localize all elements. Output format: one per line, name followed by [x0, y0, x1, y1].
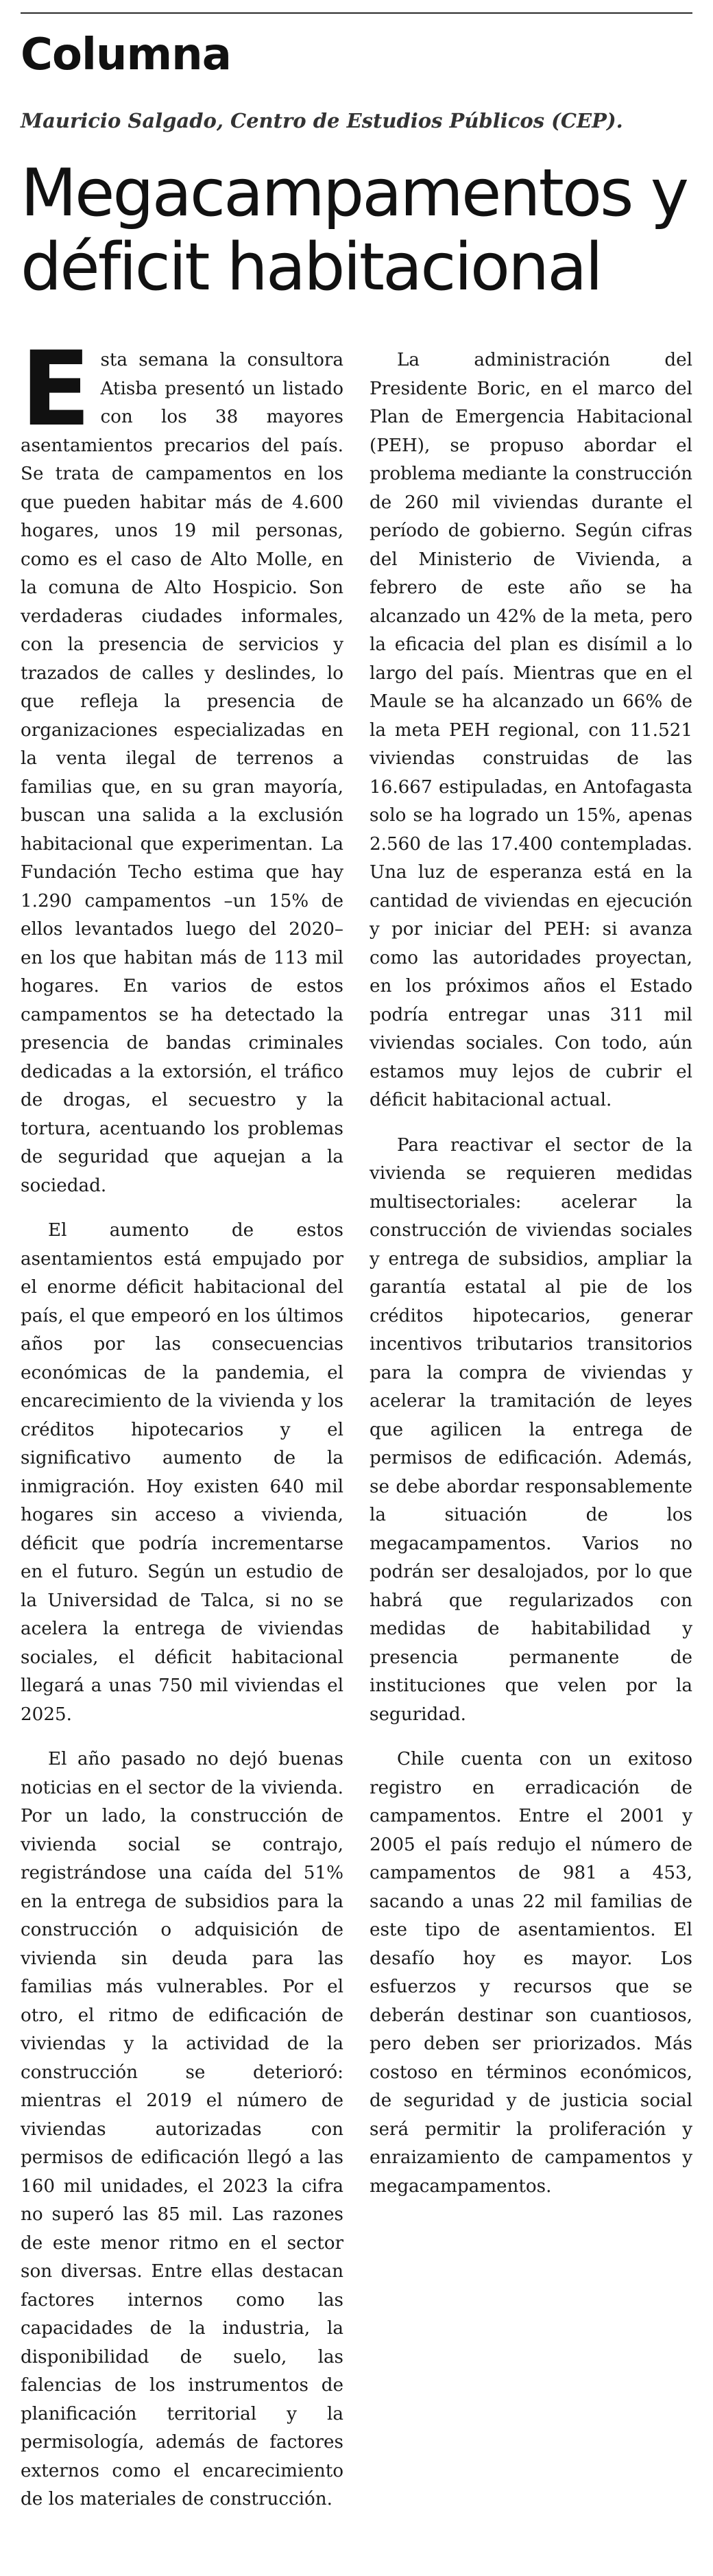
paragraph-1-text: sta semana la consultora Atisba presentó un listado con los 38 mayores asentamientos precarios del país. Se trata de campamentos en los que pueden habitar más de 4.600 hogares, unos 19 mil personas, como es el caso de Alto Molle, en la comuna de Alto Hospicio. Son verdaderas ciudades informales, con la presencia de servicios y trazados de calles y deslindes, lo que refleja la presencia de organizaciones especializadas en la venta ilegal de terrenos a familias que, en su gran mayoría, buscan una salida a la exclusión habitacional que experimentan. La Fundación Techo estima que hay 1.290 campamentos –un 15% de ellos levantados luego del 2020– en los que habitan más de 113 mil hogares. En varios de estos campamentos se ha detectado la presencia de bandas criminales dedicadas a la extorsión, el tráfico de drogas, el secuestro y la tortura, acentuando los problemas de seguridad que aquejan a la sociedad.: [21, 350, 343, 1196]
article-body: [21, 330, 692, 2548]
paragraph-3: El año pasado no dejó buenas noticias en el sector de la vivienda. Por un lado, la construcción de vivienda social se contrajo, registrándose una caída del 51% en la entrega de subsidios para la construcción o adquisición de vivienda sin deuda para las familias más vulnerables. Por el otro, el ritmo de edificación de viviendas y la actividad de la construcción se deterioró: mientras el 2019 el número de viviendas autorizadas con permisos de edificación llegó a las 160 mil unidades, el 2023 la cifra no superó las 85 mil. Las razones de este menor ritmo en el sector son diversas. Entre ellas destacan factores internos como las capacidades de la industria, la disponibilidad de suelo, las falencias de los instrumentos de planificación territorial y la permisología, además de factores externos como el encarecimiento de los materiales de construcción.: [21, 1749, 343, 2509]
drop-cap: E: [21, 330, 91, 449]
paragraph-4: La administración del Presidente Boric, en el marco del Plan de Emergencia Habitacional (PEH), se propuso abordar el problema mediante la construcción de 260 mil viviendas durante el período de gobierno. Según cifras del Ministerio de Vivienda, a febrero de este año se ha alcanzado un 42% de la meta, pero la eficacia del plan es disímil a lo largo del país. Mientras que en el Maule se ha alcanzado un 66% de la meta PEH regional, con 11.521 viviendas construidas de las 16.667 estipuladas, en Antofagasta solo se ha logrado un 15%, apenas 2.560 de las 17.400 contempladas. Una luz de esperanza está en la cantidad de viviendas en ejecución y por iniciar del PEH: si avanza como las autoridades proyectan, en los próximos años el Estado podría entregar unas 311 mil viviendas sociales. Con todo, aún estamos muy lejos de cubrir el déficit habitacional actual.: [370, 350, 692, 1110]
paragraph-1: [21, 330, 343, 1200]
author-byline: Mauricio Salgado, Centro de Estudios Públicos (CEP).: [21, 109, 623, 132]
section-label: Columna: [21, 29, 231, 80]
top-divider: [21, 12, 692, 14]
paragraph-2: El aumento de estos asentamientos está empujado por el enorme déficit habitacional del país, el que empeoró en los últimos años por las consecuencias económicas de la pandemia, el encarecimiento de la vivienda y los créditos hipotecarios y el significativo aumento de la inmigración. Hoy existen 640 mil hogares sin acceso a vivienda, déficit que podría incrementarse en el futuro. Según un estudio de la Universidad de Talca, si no se acelera la entrega de viviendas sociales, el déficit habitacional llegará a unas 750 mil viviendas el 2025.: [21, 1220, 343, 1725]
paragraph-5: Para reactivar el sector de la vivienda se requieren medidas multisectoriales: acelerar la construcción de viviendas sociales y entrega de subsidios, ampliar la garantía estatal al pie de los créditos hipotecarios, generar incentivos tributarios transitorios para la compra de viviendas y acelerar la tramitación de leyes que agilicen la entrega de permisos de edificación. Además, se debe abordar responsablemente la situación de los megacampamentos. Varios no podrán ser desalojados, por lo que habrá que regularizados con medidas de habitabilidad y presencia permanente de instituciones que velen por la seguridad.: [370, 1134, 692, 1725]
article-headline: Megacampamentos y déficit habitacional: [21, 156, 687, 305]
paragraph-6: Chile cuenta con un exitoso registro en erradicación de campamentos. Entre el 2001 y 2005 el país redujo el número de campamentos de 981 a 453, sacando a unas 22 mil familias de este tipo de asentamientos. El desafío hoy es mayor. Los esfuerzos y recursos que se deberán destinar son cuantiosos, pero deben ser priorizados. Más costoso en términos económicos, de seguridad y de justicia social será permitir la proliferación y enraizamiento de campamentos y megacampamentos.: [370, 1749, 692, 2197]
